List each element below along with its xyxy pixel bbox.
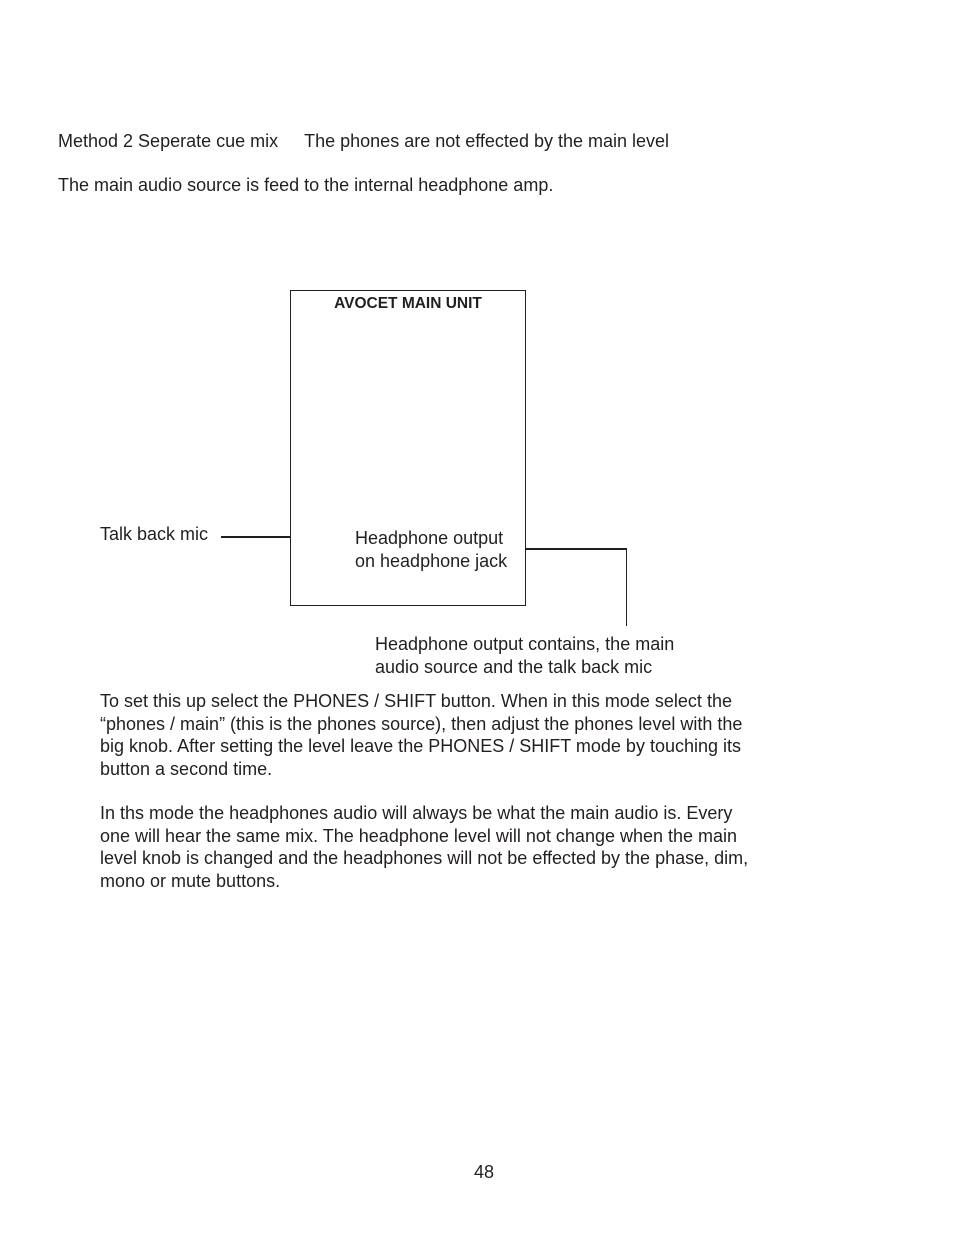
setup-line: To set this up select the PHONES / SHIFT button. When in this mode select the [100, 691, 732, 711]
output-connector-vertical [626, 548, 628, 626]
mode-line: one will hear the same mix. The headphone level will not change when the main [100, 825, 738, 846]
intro-text: The main audio source is feed to the internal headphone amp. [58, 175, 554, 195]
setup-line: big knob. After setting the level leave the PHONES / SHIFT mode by touching its [100, 736, 741, 756]
output-connector-horizontal [526, 548, 627, 550]
mode-line: In ths mode the headphones audio will always be what the main audio is. Every [100, 803, 733, 823]
headphone-output-line-2: on headphone jack [355, 550, 508, 571]
main-unit-box [290, 290, 526, 606]
main-unit-title: AVOCET MAIN UNIT [334, 295, 482, 312]
method-heading [58, 130, 669, 153]
setup-line: button a second time. [100, 758, 273, 779]
output-contains-label [375, 633, 674, 678]
page-number: 48 [473, 1162, 495, 1182]
talkback-mic-label: Talk back mic [100, 524, 209, 544]
headphone-output-line-1: Headphone output [355, 528, 504, 548]
mode-line: mono or mute buttons. [100, 870, 281, 891]
mode-line: level knob is changed and the headphones will not be effected by the phase, dim, [100, 848, 749, 868]
method-note: The phones are not effected by the main level [304, 131, 670, 151]
output-contains-line-1: Headphone output contains, the main [375, 634, 675, 654]
setup-line: “phones / main” (this is the phones source), then adjust the phones level with the [100, 713, 743, 734]
setup-paragraph [100, 690, 742, 780]
talkback-connector-line [221, 536, 291, 538]
mode-paragraph [100, 802, 748, 892]
method-title: Method 2 Seperate cue mix [58, 131, 279, 151]
output-contains-line-2: audio source and the talk back mic [375, 656, 653, 677]
headphone-output-label [355, 527, 507, 572]
